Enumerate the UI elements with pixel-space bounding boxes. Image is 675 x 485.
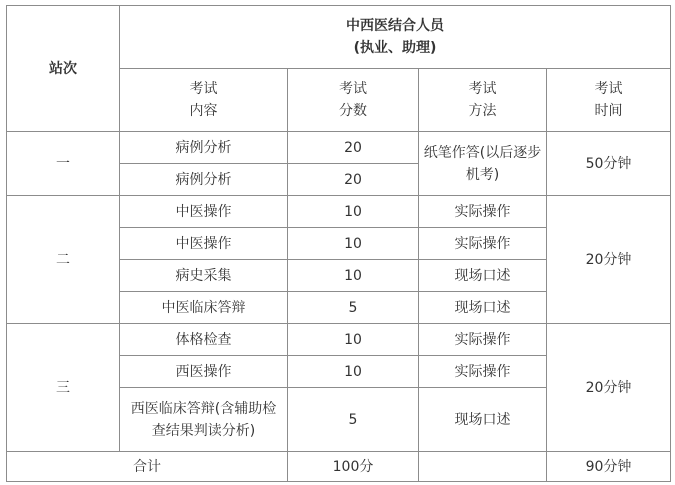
col-header-score: [288, 69, 419, 132]
group-header-title: 中西医结合人员: [346, 18, 444, 34]
station-cell: 一: [7, 132, 120, 196]
method-cell: 纸笔作答(以后逐步机考): [419, 132, 547, 196]
time-cell: 50分钟: [547, 132, 671, 196]
col-header-method-line1: 考试: [468, 81, 497, 97]
score-cell: 20: [288, 132, 419, 164]
total-score-cell: 100分: [288, 452, 419, 482]
col-header-content-line2: 内容: [189, 103, 218, 119]
col-header-time: [547, 69, 671, 132]
header-row-group: [7, 6, 671, 69]
total-label-cell: 合计: [7, 452, 288, 482]
col-header-content-line1: 考试: [189, 81, 218, 97]
content-cell: 病史采集: [120, 260, 288, 292]
score-cell: 5: [288, 388, 419, 452]
score-cell: 10: [288, 356, 419, 388]
score-cell: 10: [288, 228, 419, 260]
time-cell: 20分钟: [547, 196, 671, 324]
method-cell: 实际操作: [419, 228, 547, 260]
score-cell: 5: [288, 292, 419, 324]
station-cell: 二: [7, 196, 120, 324]
table-row: [7, 324, 671, 356]
score-cell: 10: [288, 324, 419, 356]
total-row: [7, 452, 671, 482]
col-header-score-line2: 分数: [339, 103, 367, 119]
score-cell: 10: [288, 260, 419, 292]
score-cell: 20: [288, 164, 419, 196]
content-cell: 病例分析: [120, 132, 288, 164]
score-cell: 10: [288, 196, 419, 228]
group-header: [120, 6, 671, 69]
group-header-subtitle: (执业、助理): [353, 40, 437, 56]
col-header-time-line1: 考试: [594, 81, 623, 97]
time-cell: 20分钟: [547, 324, 671, 452]
total-time-cell: 90分钟: [547, 452, 671, 482]
content-cell: 中医操作: [120, 228, 288, 260]
col-header-method-line2: 方法: [468, 103, 497, 119]
method-cell: 现场口述: [419, 292, 547, 324]
method-cell: 实际操作: [419, 356, 547, 388]
method-cell: 实际操作: [419, 324, 547, 356]
col-header-method: [419, 69, 547, 132]
method-cell: 现场口述: [419, 388, 547, 452]
col-header-score-line1: 考试: [339, 81, 367, 97]
table-row: [7, 132, 671, 164]
content-cell: 病例分析: [120, 164, 288, 196]
content-cell: 中医临床答辩: [120, 292, 288, 324]
content-cell: 西医临床答辩(含辅助检查结果判读分析): [120, 388, 288, 452]
station-header-label: 站次: [49, 60, 77, 77]
col-header-content: [120, 69, 288, 132]
content-cell: 体格检查: [120, 324, 288, 356]
total-method-cell: [419, 452, 547, 482]
content-cell: 西医操作: [120, 356, 288, 388]
method-cell: 现场口述: [419, 260, 547, 292]
col-header-time-line2: 时间: [594, 103, 623, 119]
exam-schedule-table: [6, 5, 671, 482]
station-header: [7, 6, 120, 132]
method-cell: 实际操作: [419, 196, 547, 228]
content-cell: 中医操作: [120, 196, 288, 228]
station-cell: 三: [7, 324, 120, 452]
table-row: [7, 196, 671, 228]
